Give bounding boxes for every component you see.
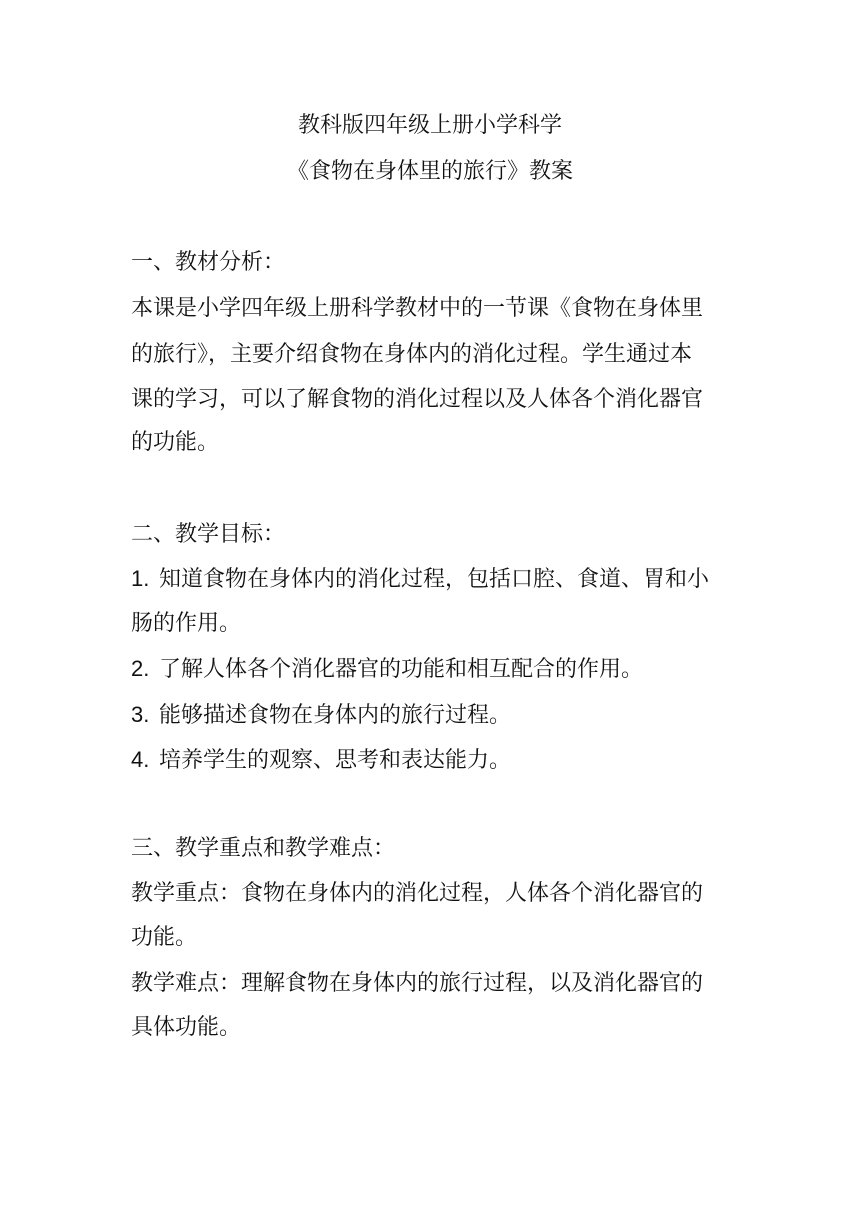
objective-item-1 bbox=[131, 564, 731, 595]
teaching-focus-line: 功能。 bbox=[131, 925, 198, 950]
list-item-text: 了解人体各个消化器官的功能和相互配合的作用。 bbox=[159, 657, 644, 682]
document-title-line-2: 《食物在身体里的旅行》教案 bbox=[286, 159, 573, 184]
list-number: 2. bbox=[131, 656, 150, 681]
list-number: 3. bbox=[131, 702, 150, 727]
section3-heading: 三、教学重点和教学难点： bbox=[131, 836, 396, 861]
section1-heading: 一、教材分析： bbox=[131, 250, 286, 275]
section1-para-line: 的功能。 bbox=[131, 430, 220, 455]
objective-item-4 bbox=[131, 745, 731, 776]
section1-para-line: 本课是小学四年级上册科学教材中的一节课《食物在身体里 bbox=[131, 296, 704, 321]
section1-para-line: 的旅行》，主要介绍食物在身体内的消化过程。学生通过本 bbox=[131, 342, 693, 367]
teaching-difficulty-line: 教学难点：理解食物在身体内的旅行过程，以及消化器官的 bbox=[131, 971, 704, 996]
list-item-text: 知道食物在身体内的消化过程，包括口腔、食道、胃和小 bbox=[159, 567, 710, 592]
list-number: 4. bbox=[131, 747, 150, 772]
section1-para-line: 课的学习，可以了解食物的消化过程以及人体各个消化器官 bbox=[131, 387, 704, 412]
objective-item-1-continued: 肠的作用。 bbox=[131, 611, 242, 636]
objective-item-3 bbox=[131, 700, 731, 731]
list-item-text: 能够描述食物在身体内的旅行过程。 bbox=[159, 703, 512, 728]
objective-item-2 bbox=[131, 654, 731, 685]
list-item-text: 培养学生的观察、思考和表达能力。 bbox=[159, 748, 512, 773]
document-title-line-1: 教科版四年级上册小学科学 bbox=[297, 113, 562, 138]
teaching-focus-line: 教学重点：食物在身体内的消化过程，人体各个消化器官的 bbox=[131, 881, 704, 906]
section2-heading: 二、教学目标： bbox=[131, 522, 286, 547]
list-number: 1. bbox=[131, 566, 150, 591]
teaching-difficulty-line: 具体功能。 bbox=[131, 1015, 242, 1040]
